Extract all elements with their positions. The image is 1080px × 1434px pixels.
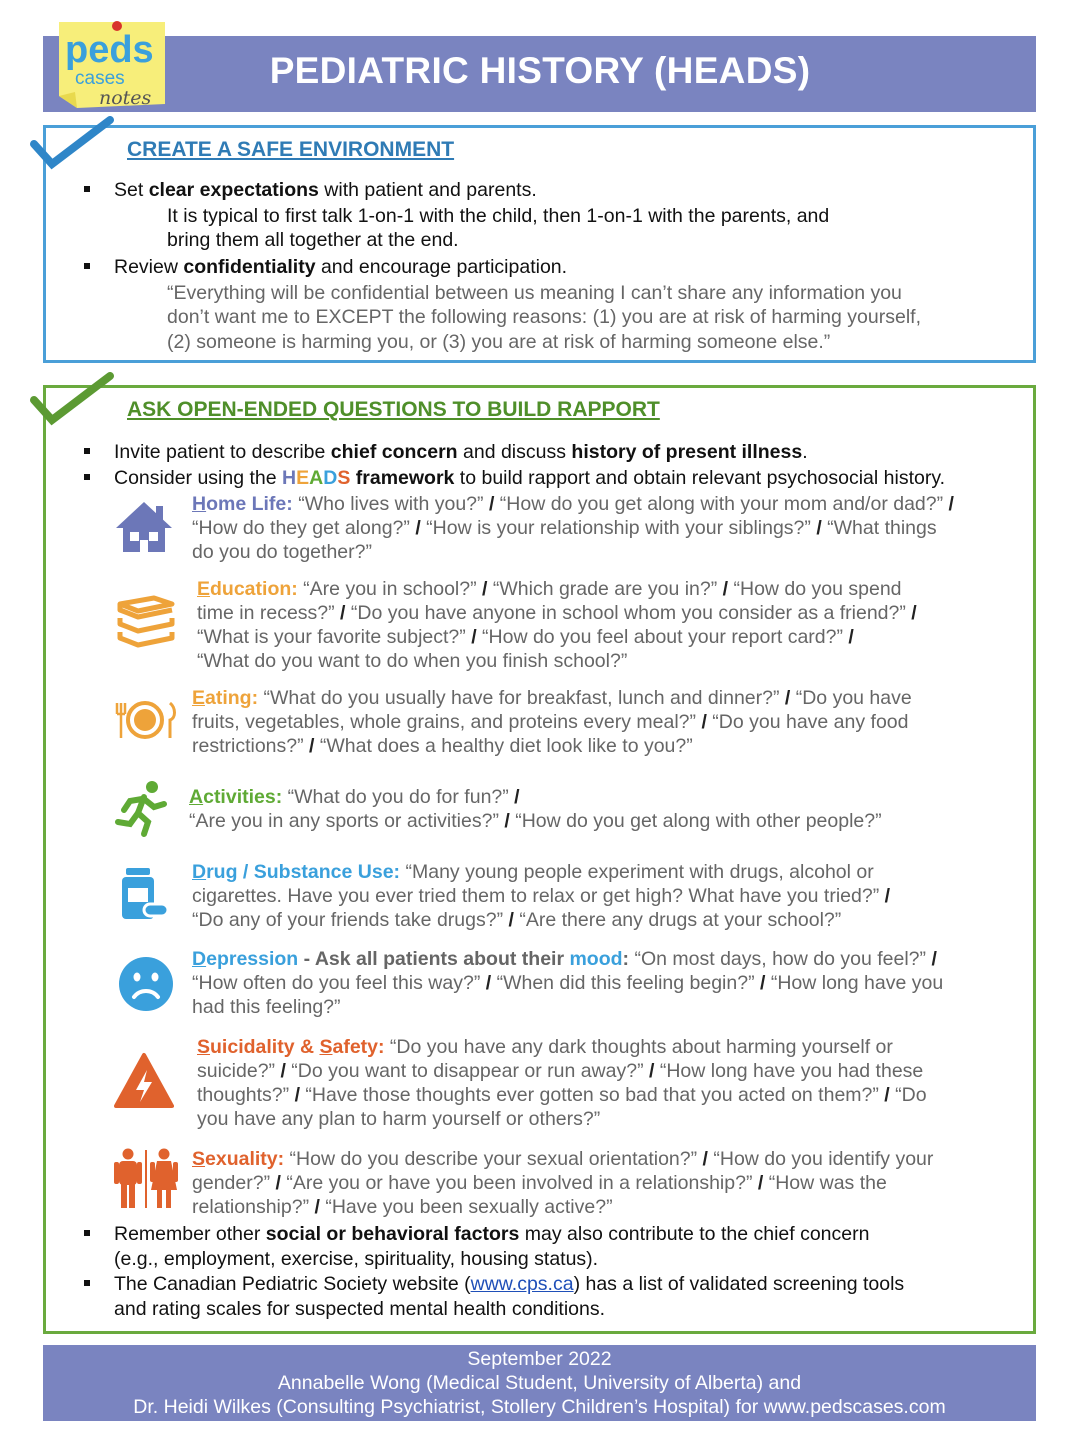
social-factors-examples: (e.g., employment, exercise, spirituality, housing status). [114, 1248, 599, 1270]
green-check-icon [30, 372, 114, 434]
confidentiality-quote-1: “Everything will be confidential between us meaning I can’t share any information you [167, 282, 902, 304]
bullet [84, 263, 90, 269]
footer-banner [43, 1345, 1036, 1421]
heads-eating: Eating: “What do you usually have for breakfast, lunch and dinner?” / “Do you have fruits, vegetables, whole grains, and proteins every meal?” / “Do you have any food restrictions?” / “What does a healthy diet look like to you?” [192, 687, 912, 757]
rapport-bullet-cps: The Canadian Pediatric Society website (www.cps.ca) has a list of validated screening tools [114, 1273, 905, 1295]
heads-home-life: Home Life: “Who lives with you?” / “How do you get along with your mom and/or dad?” / “How do they get along?” / “How is your relationship with your siblings?” / “What things do you do together?” [192, 493, 954, 563]
confidentiality-quote-2: don’t want me to EXCEPT the following reasons: (1) you are at risk of harming yourself, [167, 306, 921, 328]
safe-sub-line-2: bring them all together at the end. [167, 229, 459, 251]
page-title: PEDIATRIC HISTORY (HEADS) [269, 50, 811, 91]
safe-bullet-expectations: Set clear expectations with patient and parents. [114, 179, 537, 201]
bullet [84, 474, 90, 480]
confidentiality-quote-3: (2) someone is harming you, or (3) you are at risk of harming someone else.” [167, 331, 831, 353]
bullet [84, 1230, 90, 1236]
heads-education: Education: “Are you in school?” / “Which grade are you in?” / “How do you spend time in recess?” / “Do you have anyone in school whom you consider as a friend?” / “What is your favorite subject?” / “How do you feel about your report card?” / “What do you want to do when you finish school?” [197, 578, 917, 672]
safe-bullet-confidentiality: Review confidentiality and encourage participation. [114, 256, 568, 278]
sad-face-icon [118, 956, 174, 1012]
heads-depression: Depression - Ask all patients about their mood: “On most days, how do you feel?” / “How often do you feel this way?” / “When did this feeling begin?” / “How long have you had this feeling?” [192, 948, 944, 1018]
blue-check-icon [30, 116, 114, 178]
safe-sub-line-1: It is typical to first talk 1-on-1 with the child, then 1-on-1 with the parents, and [167, 205, 830, 227]
logo-peds: peds [65, 29, 154, 71]
books-icon [114, 594, 176, 650]
heads-sexuality: Sexuality: “How do you describe your sexual orientation?” / “How do you identify your gender?” / “Are you or have you been involved in a relationship?” / “How was the relationship?” / “Have you been sexually active?” [192, 1148, 934, 1218]
bullet [84, 186, 90, 192]
heads-activities: Activities: “What do you do for fun?” / “Are you in any sports or activities?” / “How do you get along with other people?” [189, 786, 882, 832]
restroom-icon [112, 1148, 180, 1210]
warning-lightning-icon [114, 1052, 174, 1110]
logo-notes: notes [99, 87, 152, 109]
rapport-bullet-social-factors: Remember other social or behavioral factors may also contribute to the chief concern [114, 1223, 870, 1245]
logo-cases: cases [75, 68, 125, 89]
heads-suicidality-safety: Suicidality & Safety: “Do you have any dark thoughts about harming yourself or suicide?” / “Do you want to disappear or run away?” / “How long have you had these thoughts?” / “Have those thoughts ever gotten so bad that you acted on them?” / “Do you have any plan to harm yourself or others?” [197, 1036, 927, 1130]
cps-link[interactable]: www.cps.ca [470, 1273, 574, 1295]
rapport-bullet-heads: Consider using the HEADS framework to build rapport and obtain relevant psychosocial history. [114, 467, 946, 489]
pedscases-logo [57, 16, 167, 112]
plate-icon [112, 700, 178, 740]
house-icon [114, 500, 174, 554]
footer-author-1: Annabelle Wong (Medical Student, University of Alberta) and [277, 1372, 802, 1394]
safe-environment-heading: CREATE A SAFE ENVIRONMENT [127, 138, 455, 161]
pill-bottle-icon [120, 866, 170, 922]
rapport-heading: ASK OPEN-ENDED QUESTIONS TO BUILD RAPPORT [127, 398, 660, 421]
rapport-bullet-chief-concern: Invite patient to describe chief concern and discuss history of present illness. [114, 441, 808, 463]
heads-drug-substance-use: Drug / Substance Use: “Many young people experiment with drugs, alcohol or cigarettes. Have you ever tried them to relax or get high? What have you tried?” / “Do any of your friends take drugs?” / “Are there any drugs at your school?” [192, 861, 891, 931]
running-person-icon [114, 780, 170, 838]
footer-date: September 2022 [467, 1348, 612, 1370]
cps-line-2: and rating scales for suspected mental health conditions. [114, 1298, 606, 1320]
bullet [84, 1280, 90, 1286]
footer-author-2: Dr. Heidi Wilkes (Consulting Psychiatrist, Stollery Children’s Hospital) for www.pedscases.com [133, 1396, 946, 1418]
bullet [84, 448, 90, 454]
